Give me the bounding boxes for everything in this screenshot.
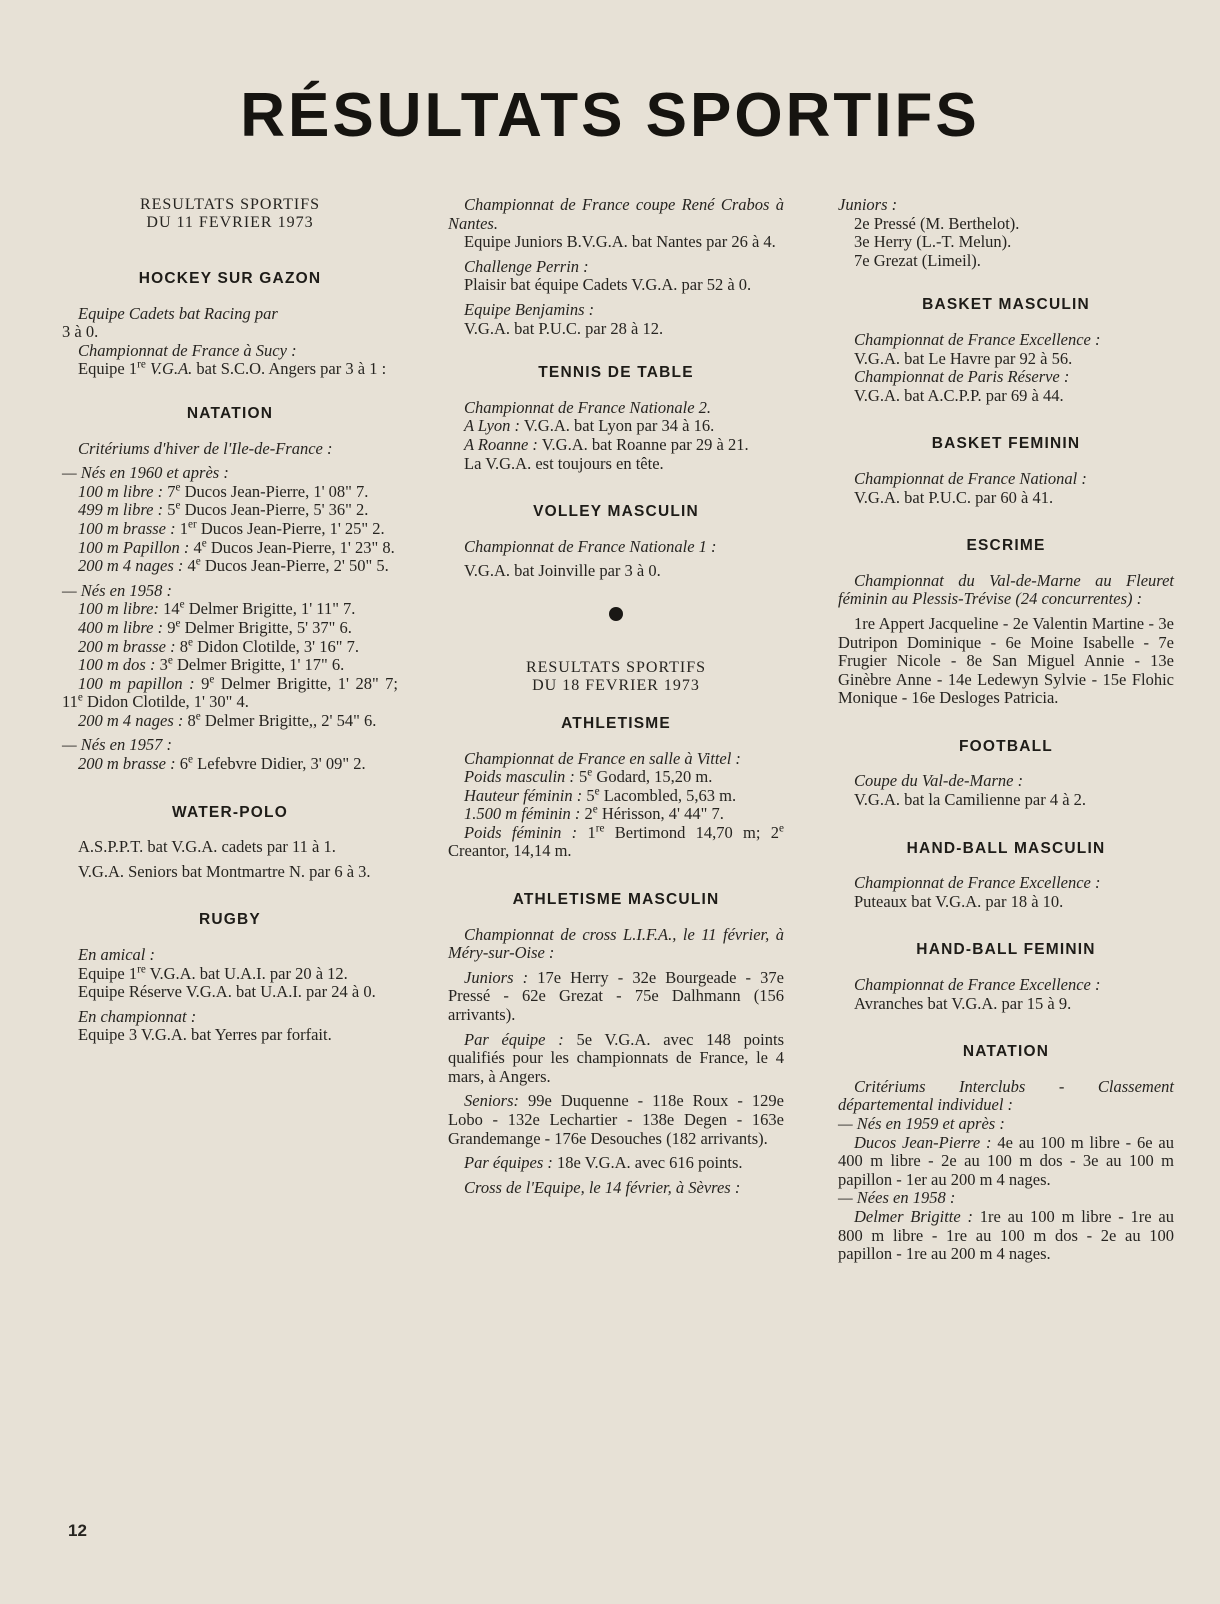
result-line: Poids féminin : 1re Bertimond 14,70 m; 2e Creantor, 14,14 m. (448, 822, 785, 861)
result-line: A Lyon : V.G.A. bat Lyon par 34 à 16. (464, 416, 715, 436)
result-line: Championnat de France Nationale 1 : (464, 536, 717, 556)
result-line: Seniors: 99e Duquenne - 118e Roux - 129e Lobo - 132e Lechartier - 138e Degen - 163e Grandemange - 176e Desouches (182 arrivants). (448, 1091, 784, 1148)
result-line: 100 m papillon : 9e Delmer Brigitte, 1' 28" 7; 11e Didon Clotilde, 1' 30" 4. (62, 673, 398, 712)
section-title: BASKET FEMININ (931, 435, 1081, 453)
result-line: Championnat de France à Sucy : (78, 340, 297, 360)
result-line: Championnat de France Excellence : (854, 329, 1101, 349)
bullet-separator (609, 607, 623, 621)
header-date: DU 11 FEVRIER 1973 (146, 214, 314, 231)
result-line: A Roanne : V.G.A. bat Roanne par 29 à 21. (464, 434, 749, 454)
column-3 (838, 196, 1174, 1264)
result-line: Championnat de France National : (854, 468, 1087, 488)
result-line: Par équipe : 5e V.G.A. avec 148 points qualifiés pour les championnats de France, le 4 mars, à Angers. (448, 1029, 784, 1086)
result-line: 200 m 4 nages : 8e Delmer Brigitte,, 2' 54" 6. (78, 710, 377, 730)
result-line: Championnat de France coupe René Crabos à Nantes. (448, 195, 784, 233)
result-line: En amical : (78, 945, 155, 965)
group-label: — Nées en 1958 : (838, 1188, 956, 1208)
header-line: RESULTATS SPORTIFS (139, 196, 321, 213)
result-line: Equipe Réserve V.G.A. bat U.A.I. par 24 à 0. (78, 982, 376, 1002)
result-line: V.G.A. bat P.U.C. par 60 à 41. (854, 487, 1054, 507)
result-line: Puteaux bat V.G.A. par 18 à 10. (854, 891, 1064, 911)
header-date: DU 18 FEVRIER 1973 (532, 676, 700, 694)
result-line: 400 m libre : 9e Delmer Brigitte, 5' 37" 6. (78, 617, 352, 637)
section-title: WATER-POLO (172, 803, 288, 821)
result-line: En championnat : (78, 1006, 197, 1026)
result-line: Critériums d'hiver de l'Ile-de-France : (78, 438, 333, 458)
result-line: La V.G.A. est toujours en tête. (464, 453, 664, 473)
result-line: 100 m dos : 3e Delmer Brigitte, 1' 17" 6. (78, 654, 345, 675)
result-line: 100 m brasse : 1er Ducos Jean-Pierre, 1' 25" 2. (78, 518, 385, 538)
result-line: Equipe 1re V.G.A. bat S.C.O. Angers par 3 à 1 : (78, 358, 387, 379)
result-line: Championnat du Val-de-Marne au Fleuret féminin au Plessis-Trévise (24 concurrentes) : (838, 570, 1174, 609)
section-title: HOCKEY SUR GAZON (138, 270, 322, 287)
result-line: 2e Pressé (M. Berthelot). (854, 213, 1020, 233)
column-2 (448, 196, 784, 1197)
result-line: 100 m libre : 7e Ducos Jean-Pierre, 1' 08" 7. (78, 481, 369, 501)
result-line: 200 m brasse : 6e Lefebvre Didier, 3' 09" 2. (78, 753, 366, 774)
result-line: Coupe du Val-de-Marne : (854, 771, 1024, 791)
result-line: Cross de l'Equipe, le 14 février, à Sèvres : (464, 1177, 741, 1197)
page-number: 12 (68, 1521, 87, 1540)
result-line: Equipe 1re V.G.A. bat U.A.I. par 20 à 12. (78, 963, 348, 983)
group-label: — Nés en 1960 et après : (62, 463, 229, 483)
group-label: Juniors : (838, 195, 898, 214)
result-line: Avranches bat V.G.A. par 15 à 9. (854, 993, 1072, 1013)
result-line: Championnat de France Excellence : (854, 873, 1101, 893)
section-title: ATHLETISME (561, 714, 671, 732)
result-line: 200 m 4 nages : 4e Ducos Jean-Pierre, 2' 50" 5. (78, 555, 389, 576)
result-line: 3 à 0. (62, 322, 99, 342)
result-line: 3e Herry (L.-T. Melun). (854, 232, 1012, 252)
section-title: NATATION (186, 404, 274, 422)
group-label: — Nés en 1959 et après : (838, 1114, 1005, 1133)
result-line: Juniors : 17e Herry - 32e Bourgeade - 37e Pressé - 62e Grezat - 75e Dalhmann (156 arrivants). (448, 967, 784, 1025)
group-label: — Nés en 1957 : (62, 735, 172, 755)
result-line: Championnat de France en salle à Vittel : (464, 748, 741, 768)
result-line: Equipe Benjamins : (464, 299, 595, 319)
result-line: 200 m brasse : 8e Didon Clotilde, 3' 16" 7. (78, 636, 359, 656)
section-title: VOLLEY MASCULIN (533, 503, 699, 521)
result-line: V.G.A. bat Le Havre par 92 à 56. (854, 348, 1073, 368)
result-line: 499 m libre : 5e Ducos Jean-Pierre, 5' 36" 2. (78, 499, 369, 520)
result-line: Challenge Perrin : (464, 256, 589, 276)
section-title: HAND-BALL MASCULIN (906, 839, 1106, 857)
section-title: TENNIS DE TABLE (538, 364, 694, 382)
result-line: Equipe 3 V.G.A. bat Yerres par forfait. (78, 1025, 332, 1045)
section-title: BASKET MASCULIN (922, 296, 1090, 314)
result-line: Critériums Interclubs - Classement départemental individuel : (838, 1076, 1174, 1115)
result-line: 100 m libre: 14e Delmer Brigitte, 1' 11" 7. (78, 598, 356, 619)
section-title: FOOTBALL (959, 737, 1053, 755)
result-line: A.S.P.P.T. bat V.G.A. cadets par 11 à 1. (78, 837, 336, 857)
result-line: 7e Grezat (Limeil). (854, 250, 981, 270)
section-title: RUGBY (199, 911, 261, 929)
result-line: Championnat de France Excellence : (854, 975, 1101, 995)
page-title: RÉSULTATS SPORTIFS (240, 81, 980, 150)
result-line: Championnat de Paris Réserve : (854, 367, 1070, 387)
result-line: Championnat de France Nationale 2. (464, 397, 712, 417)
result-line: Plaisir bat équipe Cadets V.G.A. par 52 à 0. (464, 275, 752, 295)
group-label: — Nés en 1958 : (62, 580, 172, 600)
result-line: Ducos Jean-Pierre : 4e au 100 m libre - 6e au 400 m libre - 2e au 100 m dos - 3e au 100 m papillon - 1er au 200 m 4 nages. (838, 1132, 1174, 1189)
result-line: 1.500 m féminin : 2e Hérisson, 4' 44" 7. (464, 803, 724, 824)
result-line: V.G.A. bat Joinville par 3 à 0. (464, 561, 661, 581)
result-line: Championnat de cross L.I.F.A., le 11 février, à Méry-sur-Oise : (448, 924, 784, 963)
result-line: V.G.A. bat A.C.P.P. par 69 à 44. (854, 385, 1064, 405)
column-1 (62, 196, 398, 1045)
section-title: HAND-BALL FEMININ (916, 941, 1096, 959)
result-line: Hauteur féminin : 5e Lacombled, 5,63 m. (464, 785, 737, 805)
result-line: Poids masculin : 5e Godard, 15,20 m. (464, 766, 713, 787)
results-header (448, 659, 784, 695)
result-line: Delmer Brigitte : 1re au 100 m libre - 1re au 800 m libre - 1re au 100 m dos - 2e au 100 papillon - 1re au 200 m 4 nages. (838, 1206, 1174, 1264)
header-line: RESULTATS SPORTIFS (525, 658, 707, 676)
result-line: 1re Appert Jacqueline - 2e Valentin Martine - 3e Dutripon Dominique - 6e Moine Isabelle - 7e Frugier Nicole - 8e San Miguel Annie - 13e Ginèbre Anne - 14e Ledewyn Sylvie - 15e Flohic Monique - 16e Desloges Patricia. (838, 613, 1174, 708)
result-line: Par équipes : 18e V.G.A. avec 616 points. (464, 1153, 743, 1173)
section-title: NATATION (962, 1043, 1050, 1061)
section-title: ATHLETISME MASCULIN (512, 891, 720, 909)
results-header (62, 196, 398, 232)
result-line: V.G.A. Seniors bat Montmartre N. par 6 à 3. (78, 861, 371, 881)
result-line: Equipe Cadets bat Racing par (78, 303, 278, 323)
result-line: 100 m Papillon : 4e Ducos Jean-Pierre, 1' 23" 8. (78, 537, 395, 557)
result-line: Equipe Juniors B.V.G.A. bat Nantes par 26 à 4. (464, 232, 776, 252)
result-line: V.G.A. bat P.U.C. par 28 à 12. (464, 318, 664, 338)
result-line: V.G.A. bat la Camilienne par 4 à 2. (854, 790, 1087, 810)
section-title: ESCRIME (966, 537, 1046, 555)
